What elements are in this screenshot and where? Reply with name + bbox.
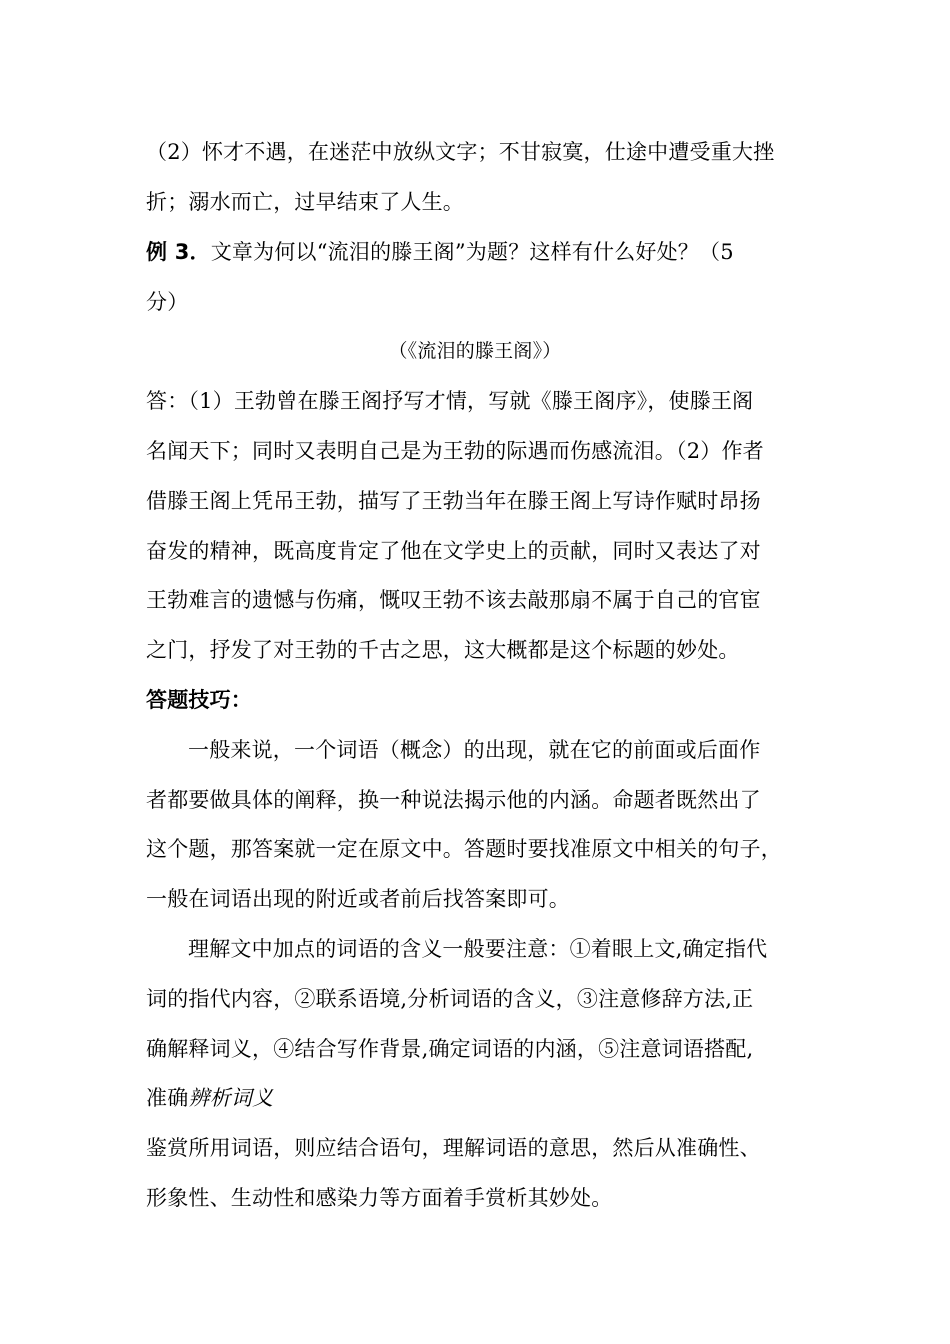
- section-heading: 答题技巧：: [146, 688, 252, 712]
- paragraph-start-line: 理解文中加点的词语的含义一般要注意：①着眼上文,确定指代: [188, 937, 768, 961]
- question-text: 文章为何以“流泪的滕王阁”为题？这样有什么好处？（5: [210, 240, 734, 264]
- text-line: 一般在词语出现的附近或者前后找答案即可。: [146, 887, 570, 911]
- text-line: 名闻天下；同时又表明自己是为王勃的际遇而伤感流泪。（2）作者: [146, 439, 764, 463]
- text-line: 鉴赏所用词语，则应结合语句，理解词语的意思，然后从准确性、: [146, 1136, 761, 1160]
- answer-line: 答：（1）王勃曾在滕王阁抒写才情，写就《滕王阁序》，使滕王阁: [146, 389, 754, 413]
- text-line: [146, 1084, 816, 1112]
- text-line: 这个题，那答案就一定在原文中。答题时要找准原文中相关的句子，: [146, 837, 782, 861]
- text-line: 王勃难言的遗憾与伤痛，慨叹王勃不该去敲那扇不属于自己的官宦: [146, 588, 761, 612]
- text-line: 形象性、生动性和感染力等方面着手赏析其妙处。: [146, 1186, 613, 1210]
- italic-text-segment: 辨析词义: [188, 1086, 274, 1110]
- text-line: 借滕王阁上凭吊王勃，描写了王勃当年在滕王阁上写诗作赋时昂扬: [146, 489, 761, 513]
- text-line: 之门，抒发了对王勃的千古之思，这大概都是这个标题的妙处。: [146, 638, 740, 662]
- text-line: 奋发的精神，既高度肯定了他在文学史上的贡献，同时又表达了对: [146, 539, 761, 563]
- text-line: 分）: [146, 290, 189, 314]
- source-title: （《流泪的滕王阁》）: [388, 340, 562, 362]
- paragraph-start-line: 一般来说，一个词语（概念）的出现，就在它的前面或后面作: [188, 738, 761, 762]
- text-line: 词的指代内容，②联系语境,分析词语的含义，③注意修辞方法,正: [146, 987, 754, 1011]
- text-line: 折；溺水而亡，过早结束了人生。: [146, 190, 464, 214]
- example-question-line: [146, 238, 816, 266]
- text-segment: 准确: [146, 1086, 189, 1110]
- text-line: （2）怀才不遇，在迷茫中放纵文字；不甘寂寞，仕途中遭受重大挫: [146, 140, 775, 164]
- example-label: 例 3．: [146, 240, 211, 264]
- text-line: 确解释词义，④结合写作背景,确定词语的内涵，⑤注意词语搭配,: [146, 1037, 754, 1061]
- text-line: 者都要做具体的阐释，换一种说法揭示他的内涵。命题者既然出了: [146, 788, 761, 812]
